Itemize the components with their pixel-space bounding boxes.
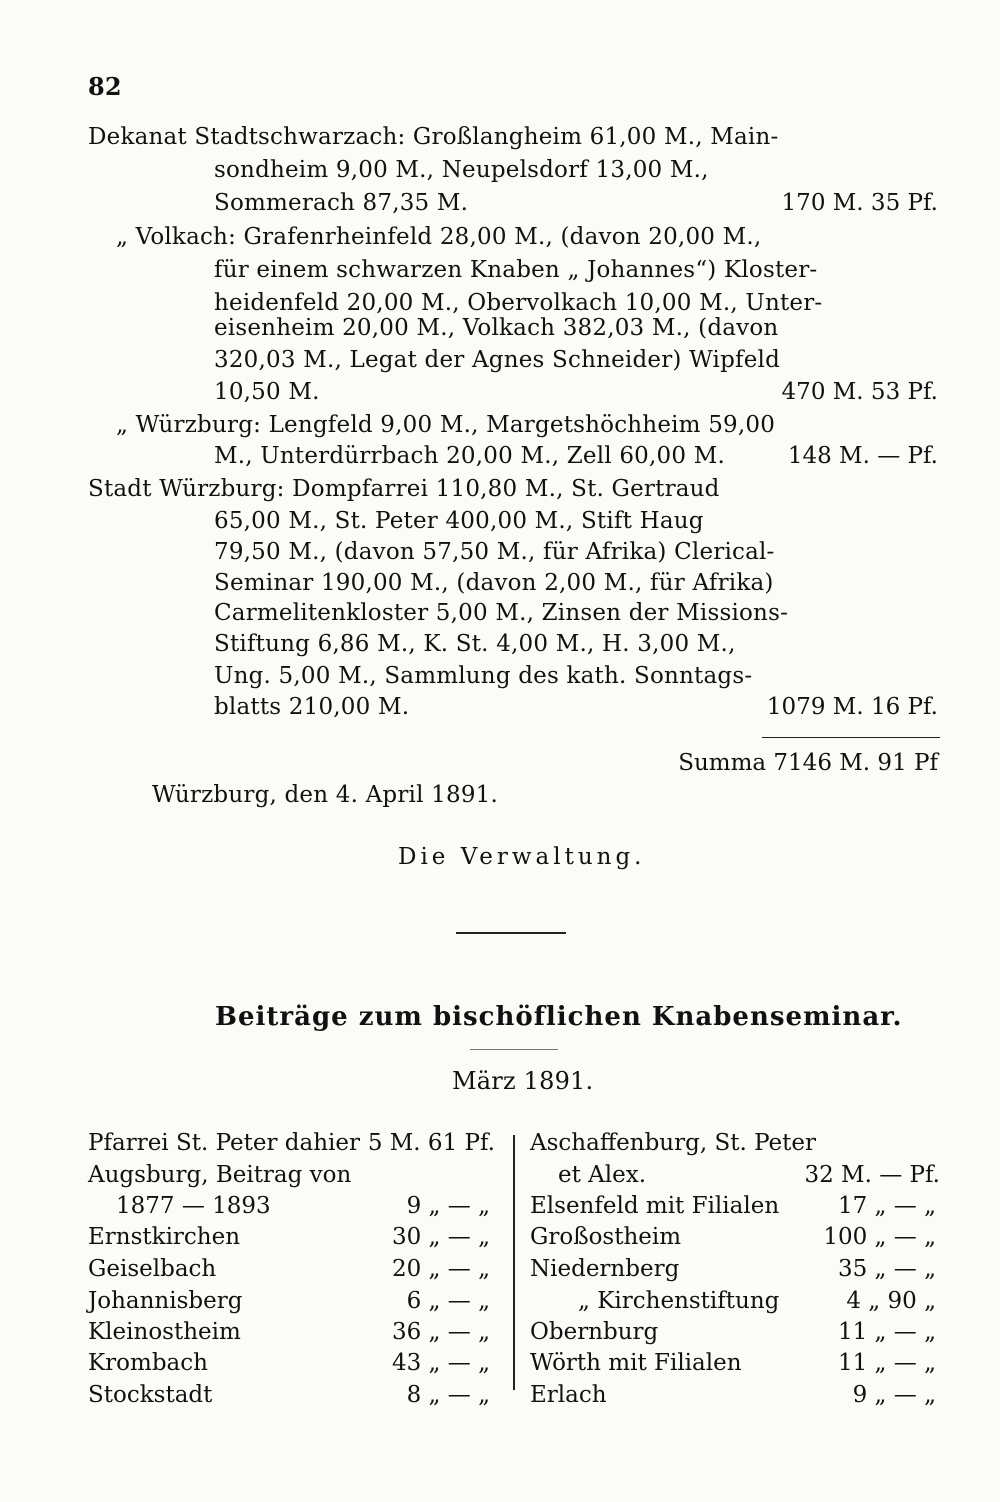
table-row-amount: 11 „ — „	[837, 1319, 936, 1345]
table-row-amount: 9 „ — „	[406, 1193, 490, 1219]
table-row-amount: 35 „ — „	[837, 1256, 936, 1282]
table-row-amount: 8 „ — „	[406, 1382, 490, 1408]
table-row-name: Augsburg, Beitrag von	[88, 1162, 352, 1188]
entry-line: 65,00 M., St. Peter 400,00 M., Stift Haug	[214, 508, 704, 534]
entry-line: „ Volkach: Grafenrheinfeld 28,00 M., (davon 20,00 M.,	[116, 224, 762, 250]
table-row-name: et Alex.	[558, 1162, 647, 1188]
entry-line: für einem schwarzen Knaben „ Johannes“) Kloster-	[214, 257, 818, 283]
entry-line: Seminar 190,00 M., (davon 2,00 M., für Afrika)	[214, 570, 774, 596]
page-number: 82	[88, 72, 122, 101]
table-row-name: Johannisberg	[88, 1288, 243, 1314]
entry-amount: 1079 M. 16 Pf.	[766, 694, 938, 720]
entry-line: M., Unterdürrbach 20,00 M., Zell 60,00 M.	[214, 443, 725, 469]
entry-line: sondheim 9,00 M., Neupelsdorf 13,00 M.,	[214, 157, 709, 183]
table-row-name: Erlach	[530, 1382, 607, 1408]
table-row-amount: 6 „ — „	[406, 1288, 490, 1314]
entry-line: Sommerach 87,35 M.	[214, 190, 469, 216]
entry-amount: 170 M. 35 Pf.	[781, 190, 938, 216]
entry-line: blatts 210,00 M.	[214, 694, 410, 720]
entry-line: 79,50 M., (davon 57,50 M., für Afrika) Clerical-	[214, 539, 775, 565]
table-row-amount: 4 „ 90 „	[846, 1288, 936, 1314]
entry-line: heidenfeld 20,00 M., Obervolkach 10,00 M., Unter-	[214, 290, 823, 316]
section-divider	[456, 932, 566, 934]
signature: Die Verwaltung.	[398, 844, 646, 870]
table-row-name: Obernburg	[530, 1319, 659, 1345]
table-row-name: Aschaffenburg, St. Peter	[530, 1130, 816, 1156]
table-row-name: Elsenfeld mit Filialen	[530, 1193, 780, 1219]
table-row-name: Krombach	[88, 1350, 208, 1376]
entry-line: 320,03 M., Legat der Agnes Schneider) Wipfeld	[214, 347, 781, 373]
section-title: Beiträge zum bischöflichen Knabenseminar.	[215, 1002, 903, 1032]
sum-rule	[762, 737, 940, 738]
table-row-name: Geiselbach	[88, 1256, 217, 1282]
title-ornament	[470, 1049, 558, 1050]
table-row-name: Pfarrei St. Peter dahier	[88, 1130, 361, 1156]
entry-line: 10,50 M.	[214, 379, 320, 405]
table-row-amount: 17 „ — „	[837, 1193, 936, 1219]
entry-line: Stadt Würzburg: Dompfarrei 110,80 M., St. Gertraud	[88, 476, 720, 502]
entry-line: Carmelitenkloster 5,00 M., Zinsen der Missions-	[214, 600, 789, 626]
table-row-amount: 43 „ — „	[391, 1350, 490, 1376]
date-line: Würzburg, den 4. April 1891.	[152, 782, 499, 808]
table-row-name: Kleinostheim	[88, 1319, 241, 1345]
table-row-amount: 5 M. 61 Pf.	[367, 1130, 495, 1156]
table-row-amount: 20 „ — „	[391, 1256, 490, 1282]
entry-line: Ung. 5,00 M., Sammlung des kath. Sonntags-	[214, 663, 753, 689]
table-row-name: Niedernberg	[530, 1256, 680, 1282]
table-row-name: Großostheim	[530, 1224, 682, 1250]
entry-amount: 148 M. — Pf.	[787, 443, 938, 469]
table-row-amount: 32 M. — Pf.	[804, 1162, 940, 1188]
table-row-amount: 100 „ — „	[823, 1224, 936, 1250]
table-row-name: „ Kirchenstiftung	[578, 1288, 780, 1314]
entry-line: Dekanat Stadtschwarzach: Großlangheim 61,00 M., Main-	[88, 124, 779, 150]
column-divider	[513, 1135, 515, 1390]
table-row-name: Wörth mit Filialen	[530, 1350, 742, 1376]
entry-amount: 470 M. 53 Pf.	[781, 379, 938, 405]
table-row-amount: 11 „ — „	[837, 1350, 936, 1376]
entry-line: Stiftung 6,86 M., K. St. 4,00 M., H. 3,00 M.,	[214, 631, 736, 657]
table-row-amount: 9 „ — „	[852, 1382, 936, 1408]
entry-line: eisenheim 20,00 M., Volkach 382,03 M., (davon	[214, 315, 779, 341]
entry-line: „ Würzburg: Lengfeld 9,00 M., Margetshöchheim 59,00	[116, 412, 776, 438]
table-row-name: Stockstadt	[88, 1382, 213, 1408]
summa-total: Summa 7146 M. 91 Pf	[678, 750, 938, 776]
table-row-name: 1877 — 1893	[116, 1193, 271, 1219]
table-row-amount: 30 „ — „	[391, 1224, 490, 1250]
table-row-amount: 36 „ — „	[391, 1319, 490, 1345]
table-row-name: Ernstkirchen	[88, 1224, 241, 1250]
month-heading: März 1891.	[452, 1067, 594, 1095]
